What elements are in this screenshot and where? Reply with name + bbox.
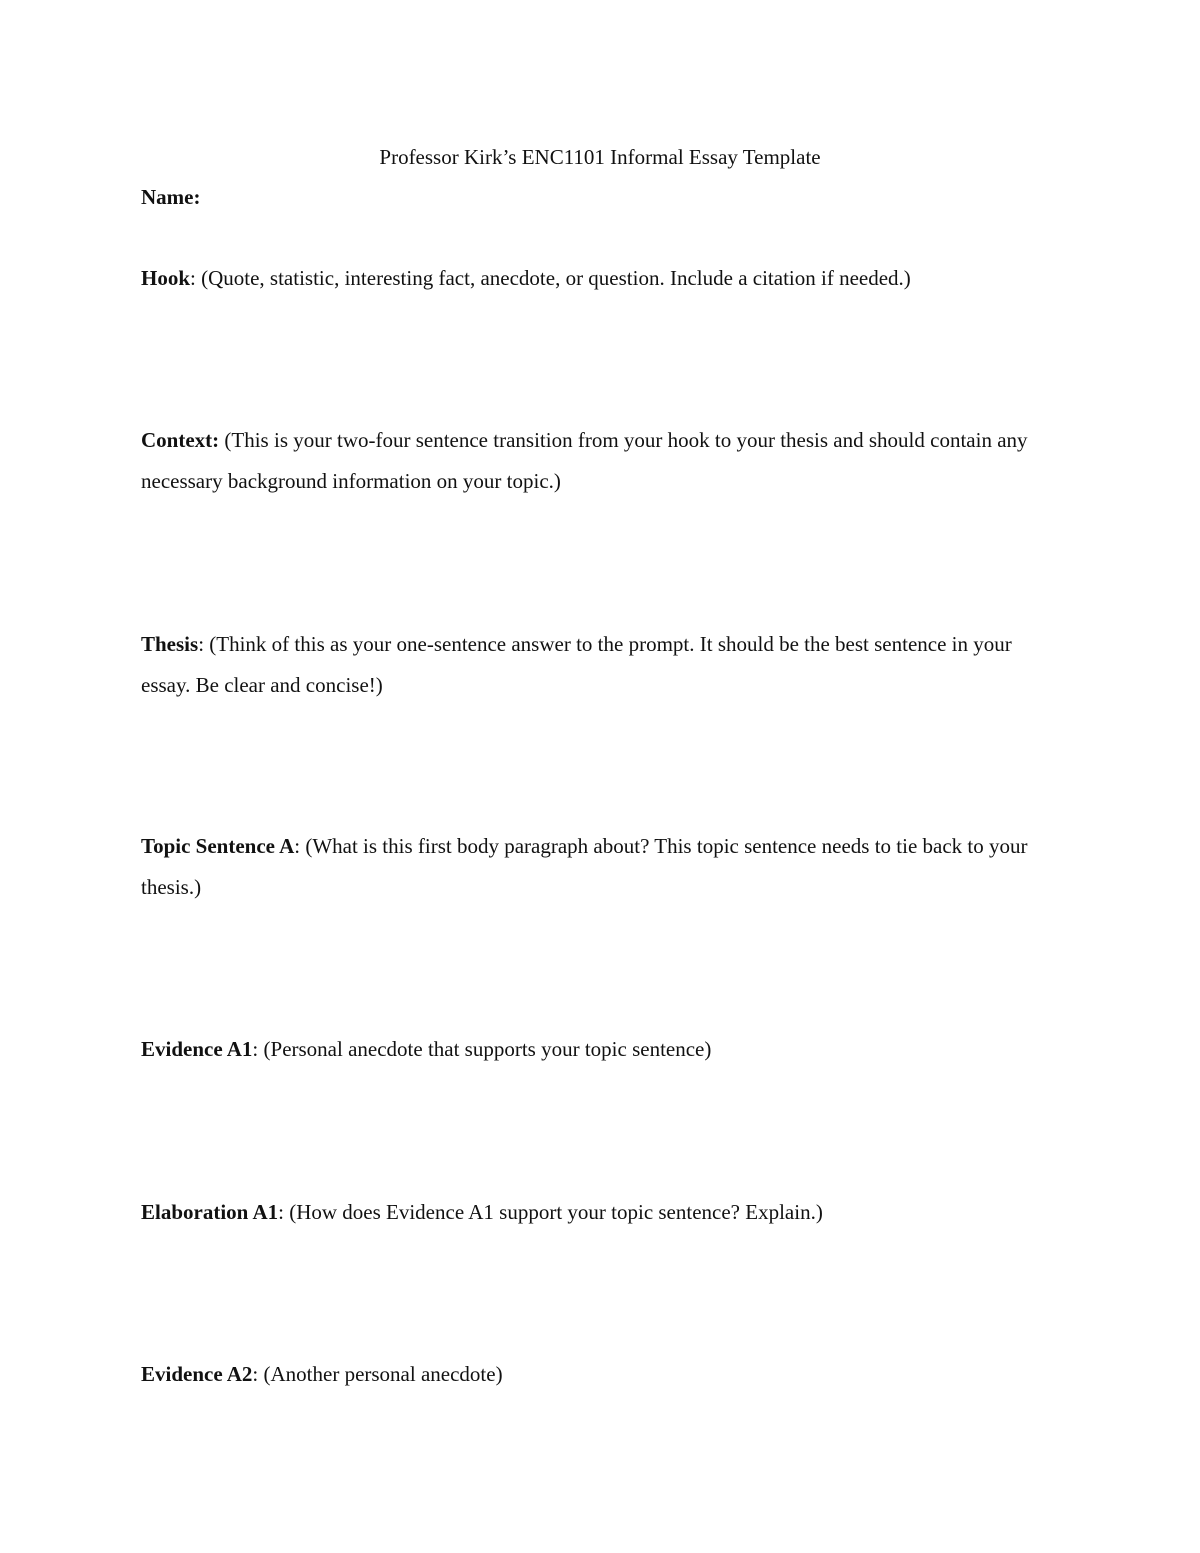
section-text: (Think of this as your one-sentence answer to the prompt. It should be the best sentence in your essay. Be clear and concise!) — [141, 632, 1012, 697]
section-label: Thesis — [141, 632, 199, 656]
name-field-label — [141, 177, 1061, 218]
section-text: (How does Evidence A1 support your topic sentence? Explain.) — [289, 1200, 823, 1224]
section-sep: : — [252, 1037, 264, 1061]
section-context — [141, 420, 1061, 502]
section-text: (This is your two-four sentence transition from your hook to your thesis and should contain any necessary background information on your topic.) — [141, 428, 1028, 493]
section-text: (Another personal anecdote) — [263, 1362, 503, 1386]
section-text: (What is this first body paragraph about? This topic sentence needs to tie back to your thesis.) — [141, 834, 1028, 899]
section-evidence-a1 — [141, 1029, 1061, 1070]
section-elaboration-a1 — [141, 1192, 1061, 1233]
section-label: Context: — [141, 428, 220, 452]
section-evidence-a2 — [141, 1354, 1061, 1395]
section-hook — [141, 258, 1061, 299]
section-label: Evidence A1 — [141, 1037, 253, 1061]
section-label: Evidence A2 — [141, 1362, 253, 1386]
document-title: Professor Kirk’s ENC1101 Informal Essay Template — [379, 145, 821, 169]
section-label: Elaboration A1 — [141, 1200, 279, 1224]
section-sep: : — [198, 632, 210, 656]
section-text: (Personal anecdote that supports your topic sentence) — [263, 1037, 712, 1061]
section-thesis — [141, 624, 1061, 706]
name-label: Name: — [141, 185, 201, 209]
section-sep: : — [294, 834, 306, 858]
section-label: Hook — [141, 266, 191, 290]
section-text: (Quote, statistic, interesting fact, anecdote, or question. Include a citation if needed.) — [201, 266, 911, 290]
section-sep: : — [190, 266, 202, 290]
section-label: Topic Sentence A — [141, 834, 295, 858]
section-sep: : — [278, 1200, 290, 1224]
section-topic-sentence-a — [141, 826, 1061, 908]
section-sep: : — [252, 1362, 264, 1386]
